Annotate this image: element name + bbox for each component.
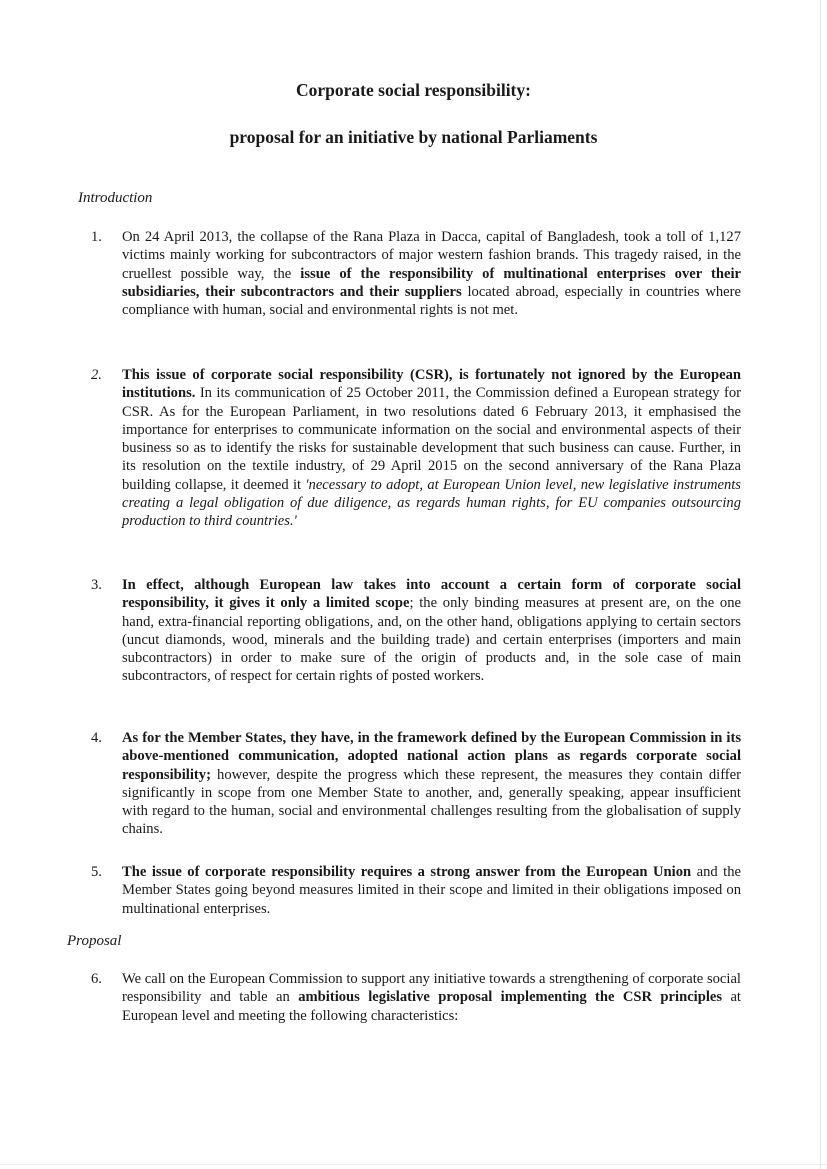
- paragraph-text: [122, 863, 741, 918]
- bold-text-run: As for the Member States, they have, in the framework defined by the European Commission in its above-mentioned communication, adopted national action plans as regards corporate social responsibility;: [122, 730, 741, 783]
- paragraph-number: 4.: [91, 730, 102, 746]
- paragraph-number: 3.: [91, 577, 102, 593]
- bold-text-run: issue of the responsibility of multinational enterprises over their subsidiaries, their subcontractors and their suppliers: [122, 265, 741, 300]
- paragraph-number: 1.: [91, 229, 102, 245]
- bold-text-run: The issue of corporate responsibility requires a strong answer from the European Union: [122, 864, 692, 880]
- paragraph-3: [91, 576, 741, 686]
- italic-text-run: 'necessary to adopt, at European Union level, new legislative instruments creating a legal obligation of due diligence, as regards human rights, for EU companies outsourcing production to third countries.': [122, 476, 741, 530]
- text-run: On 24 April 2013, the collapse of the Rana Plaza in Dacca, capital of Bangladesh, took a toll of 1,127 victims mainly working for subcontractors of major western fashion brands. This tragedy raised, in the cruellest possible way, the: [122, 229, 741, 282]
- paragraph-text: [122, 228, 741, 319]
- paragraph-text: [122, 729, 741, 839]
- bold-text-run: In effect, although European law takes into account a certain form of corporate social responsibility, it gives it only a limited scope: [122, 577, 741, 612]
- paragraph-number: 2.: [91, 367, 102, 383]
- text-run: at European level and meeting the following characteristics:: [122, 989, 741, 1024]
- text-run: ; the only binding measures at present are, on the one hand, extra-financial reporting obligations, and, on the other hand, obligations applying to certain sectors (uncut diamonds, wood, minerals and the building trade) and certain enterprises (importers and main subcontractors) in order to make sure of the origin of products and, in the sole case of main subcontractors, of respect for certain rights of posted workers.: [122, 595, 741, 685]
- bold-text-run: ambitious legislative proposal implementing the CSR principles: [298, 989, 723, 1006]
- text-run: In its communication of 25 October 2011, the Commission defined a European strategy for CSR. As for the European Parliament, in two resolutions dated 6 February 2013, it emphasised the importance for enterprises to communicate information on the social and environmental aspects of their business so as to identify the risks for sustainable development that such business can cause. Further, in its resolution on the textile industry, of 29 April 2015 on the second anniversary of the Rana Plaza building collapse, it deemed it: [122, 385, 741, 493]
- paragraph-text: [122, 576, 741, 686]
- scan-bottom-line: [0, 1164, 827, 1165]
- document-subtitle: proposal for an initiative by national Parliaments: [229, 127, 598, 147]
- paragraph-2: [91, 366, 741, 531]
- text-run: located abroad, especially in countries where compliance with human, social and environmental rights is not met.: [122, 283, 741, 319]
- text-run: and the Member States going beyond measures limited in their scope and limited in their obligations imposed on multinational enterprises.: [122, 864, 741, 917]
- paragraph-1: [91, 228, 741, 319]
- paragraph-number: 6.: [91, 971, 102, 987]
- text-run: however, despite the progress which these represent, the measures they contain differ significantly in scope from one Member State to another, and, generally speaking, appear insufficient with regard to the human, social and environmental challenges resulting from the globalisation of supply chains.: [122, 766, 741, 838]
- section-heading-proposal: Proposal: [67, 933, 122, 949]
- text-run: We call on the European Commission to support any initiative towards a strengthening of corporate social responsibility and table an: [122, 971, 741, 1006]
- paragraph-5: [91, 863, 741, 918]
- paragraph-4: [91, 729, 741, 839]
- bold-text-run: This issue of corporate social responsibility (CSR), is fortunately not ignored by the European institutions.: [122, 367, 741, 402]
- paragraph-6: [91, 970, 741, 1025]
- paragraph-text: [122, 366, 741, 531]
- scan-edge-line: [820, 0, 821, 1169]
- section-heading-introduction: Introduction: [78, 190, 153, 206]
- document-title: Corporate social responsibility:: [296, 80, 531, 100]
- paragraph-number: 5.: [91, 864, 102, 880]
- paragraph-text: [122, 970, 741, 1025]
